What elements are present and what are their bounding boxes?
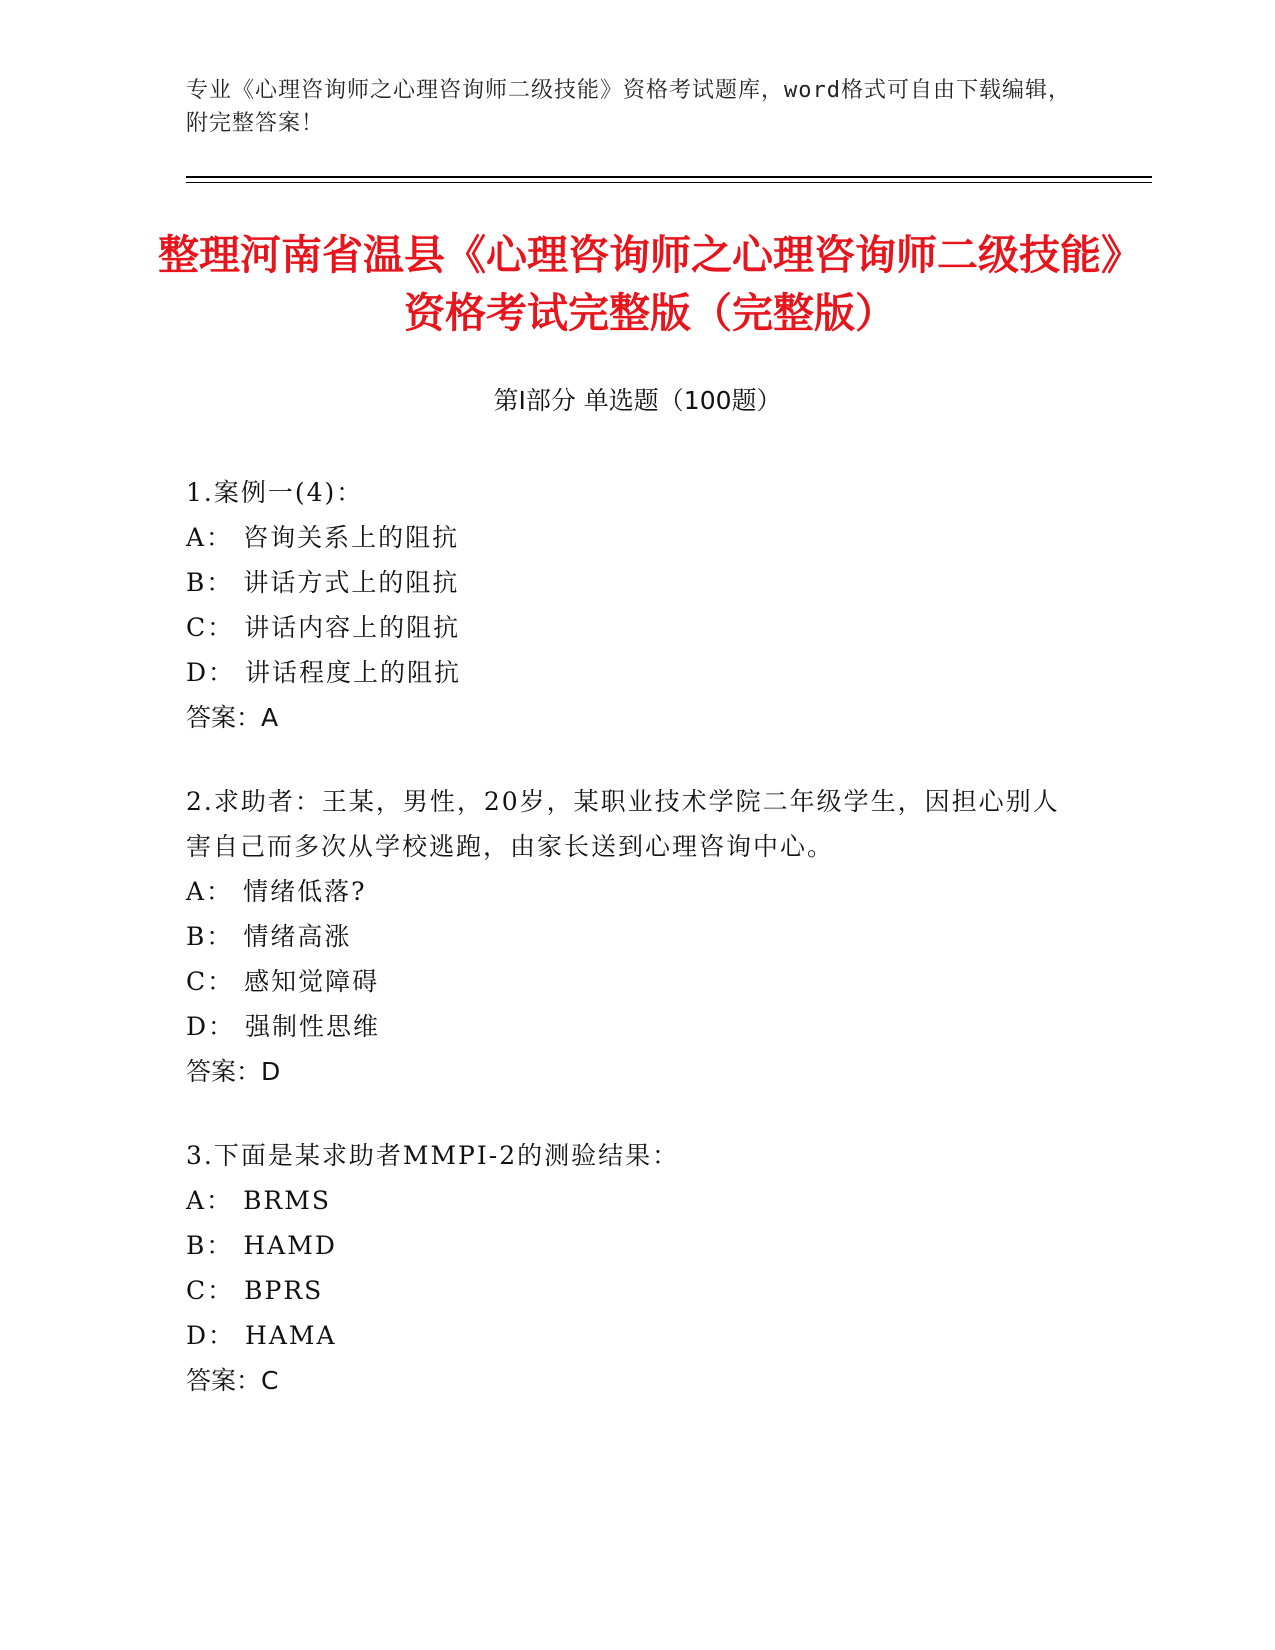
- option-b: [186, 914, 1066, 959]
- option-key: D：: [186, 1321, 236, 1350]
- header-divider-thin: [186, 182, 1152, 183]
- question-stem: 3.下面是某求助者MMPI-2的测验结果：: [186, 1141, 680, 1170]
- option-text: 感知觉障碍: [244, 967, 380, 996]
- question-stem: 1.案例一(4)：: [186, 478, 364, 507]
- option-d: [186, 650, 1066, 695]
- option-c: [186, 1268, 1066, 1313]
- option-key: C：: [186, 613, 235, 642]
- option-text: 讲话内容上的阻抗: [244, 613, 461, 642]
- option-key: A：: [186, 877, 234, 906]
- question-3: [186, 1133, 1066, 1403]
- option-key: C：: [186, 1276, 235, 1305]
- option-d: [186, 1004, 1066, 1049]
- option-b: [186, 1223, 1066, 1268]
- option-key: D：: [186, 658, 236, 687]
- option-key: B：: [186, 922, 234, 951]
- option-text: BPRS: [244, 1276, 324, 1305]
- header-divider: [186, 176, 1152, 178]
- option-key: A：: [186, 523, 234, 552]
- option-text: 情绪低落?: [243, 877, 367, 906]
- option-key: A：: [186, 1186, 234, 1215]
- answer-line: 答案：D: [186, 1057, 281, 1086]
- option-c: [186, 959, 1066, 1004]
- option-key: B：: [186, 568, 234, 597]
- header-note: 专业《心理咨询师之心理咨询师二级技能》资格考试题库，word格式可自由下载编辑，附完整答案！: [186, 78, 1071, 136]
- option-text: 讲话程度上的阻抗: [245, 658, 462, 687]
- option-key: B：: [186, 1231, 234, 1260]
- question-list: [186, 470, 1066, 1442]
- question-stem: 2.求助者：王某，男性，20岁，某职业技术学院二年级学生，因担心别人害自己而多次从学校逃跑，由家长送到心理咨询中心。: [186, 787, 1060, 861]
- option-text: HAMA: [245, 1321, 337, 1350]
- option-text: 咨询关系上的阻抗: [243, 523, 460, 552]
- question-2: [186, 779, 1066, 1094]
- section-heading: 第I部分 单选题（100题）: [493, 386, 782, 415]
- option-b: [186, 560, 1066, 605]
- option-c: [186, 605, 1066, 650]
- option-key: C：: [186, 967, 235, 996]
- option-a: [186, 869, 1066, 914]
- option-a: [186, 515, 1066, 560]
- answer-line: 答案：A: [186, 703, 279, 732]
- option-d: [186, 1313, 1066, 1358]
- option-key: D：: [186, 1012, 236, 1041]
- answer-line: 答案：C: [186, 1366, 279, 1395]
- option-text: 情绪高涨: [243, 922, 352, 951]
- option-text: BRMS: [243, 1186, 331, 1215]
- option-text: HAMD: [243, 1231, 337, 1260]
- option-text: 强制性思维: [245, 1012, 381, 1041]
- document-title: 整理河南省温县《心理咨询师之心理咨询师二级技能》资格考试完整版（完整版）: [158, 231, 1142, 337]
- option-text: 讲话方式上的阻抗: [243, 568, 460, 597]
- question-1: [186, 470, 1066, 740]
- option-a: [186, 1178, 1066, 1223]
